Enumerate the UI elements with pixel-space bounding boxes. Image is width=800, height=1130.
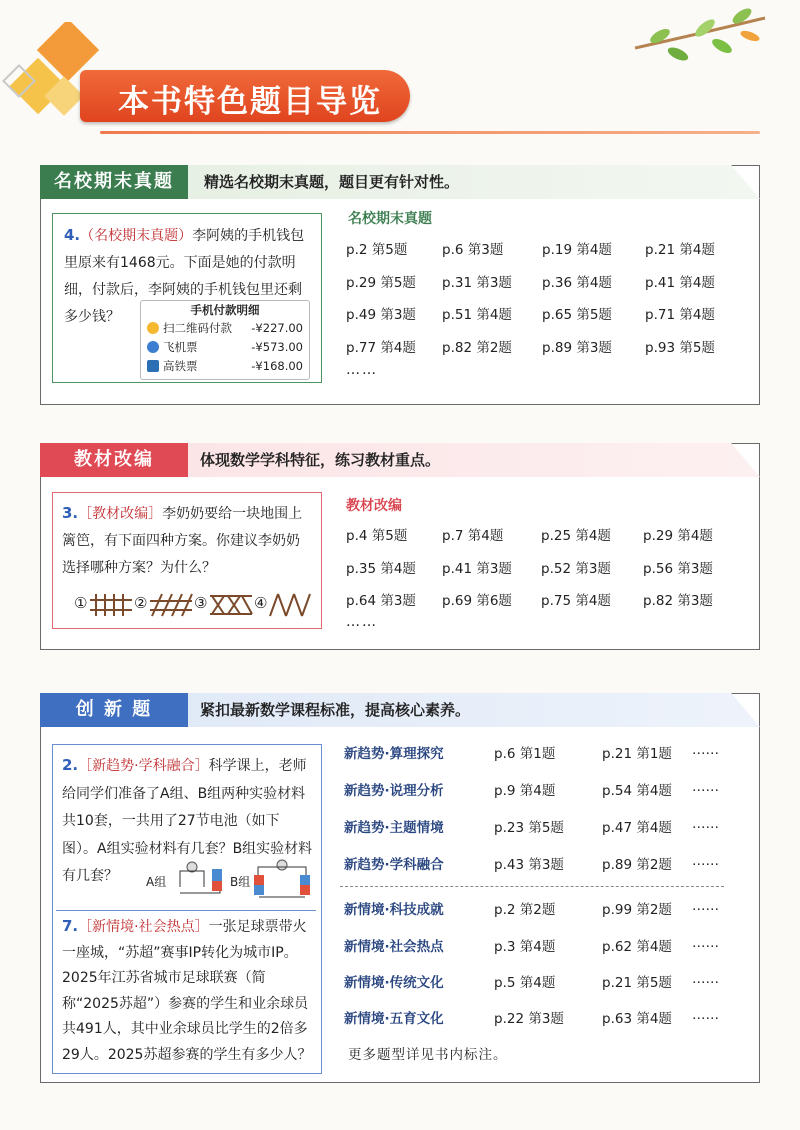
context-ref-a: p.5 第4题 (494, 975, 556, 991)
ref-item: p.69 第6题 (442, 593, 512, 609)
payment-row-label: 飞机票 (163, 340, 198, 354)
question-tag: ［教材改编］ (78, 506, 163, 522)
payment-row-label: 高铁票 (163, 359, 198, 373)
trend-more: …… (692, 853, 719, 869)
trend-label: 新趋势·说理分析 (344, 783, 444, 799)
section1-ref-grid (346, 238, 745, 356)
context-ref-b: p.21 第5题 (602, 975, 672, 991)
ref-item: p.19 第4题 (542, 242, 612, 258)
context-label: 新情境·五育文化 (344, 1011, 444, 1027)
question-text: 李奶奶要给一块地围上篱笆，有下面四种方案。你建议李奶奶选择哪种方案？为什么？ (62, 506, 303, 576)
context-ref-b: p.63 第4题 (602, 1011, 672, 1027)
section1-description: 精选名校期末真题，题目更有针对性。 (204, 173, 460, 191)
trend-ref-b: p.47 第4题 (602, 820, 672, 836)
context-label: 新情境·科技成就 (344, 902, 444, 918)
context-ref-a: p.22 第3题 (494, 1011, 564, 1027)
section3-description: 紧扣最新数学课程标准，提高核心素养。 (200, 701, 471, 719)
ref-item: p.64 第3题 (346, 593, 416, 609)
fence-option-1-icon (88, 592, 134, 618)
ref-item: p.52 第3题 (541, 560, 611, 577)
fence-option-2-icon (148, 592, 194, 618)
ref-item: p.41 第4题 (645, 274, 715, 291)
ref-item: p.93 第5题 (645, 339, 715, 356)
question-text: 李阿姨的手机钱包里原来有1468元。下面是她的付款明细，付款后，李阿姨的手机钱包里还剩多少钱？ (64, 228, 305, 325)
trend-ref-b: p.21 第1题 (602, 746, 672, 762)
payment-row-amount: -¥168.00 (251, 359, 303, 373)
ref-item: p.89 第3题 (542, 339, 612, 356)
fence-option-4-icon (268, 592, 314, 618)
trend-ref-a: p.43 第3题 (494, 857, 564, 873)
ref-item: p.25 第4题 (541, 528, 611, 544)
section1-ellipsis: …… (346, 362, 378, 378)
train-icon (147, 360, 159, 372)
group-b-label: B组 (230, 875, 251, 889)
question-number: 2. (62, 756, 79, 774)
group-a-label: A组 (146, 875, 167, 889)
question-tag: （名校期末真题） (80, 228, 193, 244)
section2-description: 体现数学学科特征，练习教材重点。 (200, 451, 441, 469)
section2-question (62, 500, 312, 582)
trend-ref-b: p.89 第2题 (602, 857, 672, 873)
option-label: ④ (254, 594, 268, 612)
section2-ref-grid (346, 524, 743, 609)
ref-item: p.35 第4题 (346, 560, 416, 577)
trend-label: 新趋势·学科融合 (344, 857, 444, 873)
ref-item: p.75 第4题 (541, 593, 611, 609)
context-label: 新情境·社会热点 (344, 939, 444, 955)
ref-item: p.65 第5题 (542, 307, 612, 323)
header-underline (100, 131, 760, 134)
ref-item: p.41 第3题 (442, 560, 512, 577)
section3-tab: 创 新 题 (40, 693, 188, 727)
option-label: ③ (194, 594, 208, 612)
trend-more: …… (692, 816, 719, 832)
ref-item: p.71 第4题 (645, 307, 715, 323)
question-divider (56, 910, 316, 911)
trend-context-divider (340, 886, 724, 887)
ref-item: p.7 第4题 (442, 528, 504, 544)
payment-row-amount: -¥573.00 (251, 340, 303, 354)
fence-option-3-icon (208, 592, 254, 618)
context-more: …… (692, 898, 719, 914)
question-tag: ［新情境·社会热点］ (78, 919, 209, 935)
question-number: 7. (62, 917, 79, 935)
context-ref-b: p.99 第2题 (602, 902, 672, 918)
option-label: ② (134, 594, 148, 612)
section2-ref-title: 教材改编 (346, 498, 402, 514)
ref-item: p.4 第5题 (346, 528, 408, 544)
payment-row-amount: -¥227.00 (251, 321, 303, 335)
trend-ref-a: p.9 第4题 (494, 783, 556, 799)
payment-detail-card (140, 300, 310, 380)
section1-tab: 名校期末真题 (40, 165, 188, 199)
section3-question-2 (62, 914, 314, 1068)
trend-more: …… (692, 742, 719, 758)
context-more: …… (692, 935, 719, 951)
payment-card-title: 手机付款明细 (190, 303, 260, 317)
context-more: …… (692, 1007, 719, 1023)
payment-row-label: 扫二维码付款 (163, 321, 232, 335)
ref-item: p.56 第3题 (643, 560, 713, 577)
qr-pay-icon (147, 322, 159, 334)
ref-item: p.49 第3题 (346, 307, 416, 323)
section2-ellipsis: …… (346, 614, 378, 630)
ref-item: p.29 第5题 (346, 274, 416, 291)
section1-ref-title: 名校期末真题 (348, 211, 432, 227)
circuit-a-icon (174, 857, 226, 905)
page-title: 本书特色题目导览 (118, 84, 382, 120)
ref-item: p.82 第3题 (643, 593, 713, 609)
plane-icon (147, 341, 159, 353)
question-tag: ［新趋势·学科融合］ (78, 758, 209, 774)
fence-options (74, 592, 314, 620)
question-number: 4. (64, 226, 81, 244)
option-label: ① (74, 594, 88, 612)
ref-item: p.51 第4题 (442, 307, 512, 323)
trend-ref-b: p.54 第4题 (602, 783, 672, 799)
ref-item: p.2 第5题 (346, 242, 408, 258)
ref-item: p.77 第4题 (346, 339, 416, 356)
ref-item: p.6 第3题 (442, 242, 504, 258)
question-text: 一张足球票带火一座城，“苏超”赛事IP转化为城市IP。2025年江苏省城市足球联赛（简称“2025苏超”）参赛的学生和业余球员共491人，其中业余球员比学生的2倍多29人。2025苏超参赛的学生有多少人？ (62, 919, 312, 1063)
circuit-b-icon (254, 857, 310, 905)
ref-item: p.21 第4题 (645, 242, 715, 258)
question-text: 科学课上，老师给同学们准备了A组、B组两种实验材料共10套，一共用了27节电池（如下图）。A组实验材料有几套？B组实验材料有几套？ (62, 758, 313, 884)
ref-item: p.29 第4题 (643, 528, 713, 544)
ref-item: p.31 第3题 (442, 274, 512, 291)
branch-leaves-icon (630, 6, 770, 76)
context-ref-a: p.3 第4题 (494, 939, 556, 955)
context-ref-a: p.2 第2题 (494, 902, 556, 918)
context-label: 新情境·传统文化 (344, 975, 444, 991)
trend-label: 新趋势·主题情境 (344, 820, 444, 836)
trend-label: 新趋势·算理探究 (344, 746, 444, 762)
ref-item: p.36 第4题 (542, 274, 612, 291)
circuit-diagram (140, 857, 310, 905)
context-ref-b: p.62 第4题 (602, 939, 672, 955)
more-types-note: 更多题型详见书内标注。 (348, 1047, 508, 1063)
trend-ref-a: p.6 第1题 (494, 746, 556, 762)
trend-ref-a: p.23 第5题 (494, 820, 564, 836)
ref-item: p.82 第2题 (442, 339, 512, 356)
question-number: 3. (62, 504, 79, 522)
context-more: …… (692, 971, 719, 987)
section2-tab: 教材改编 (40, 443, 188, 477)
trend-more: …… (692, 779, 719, 795)
